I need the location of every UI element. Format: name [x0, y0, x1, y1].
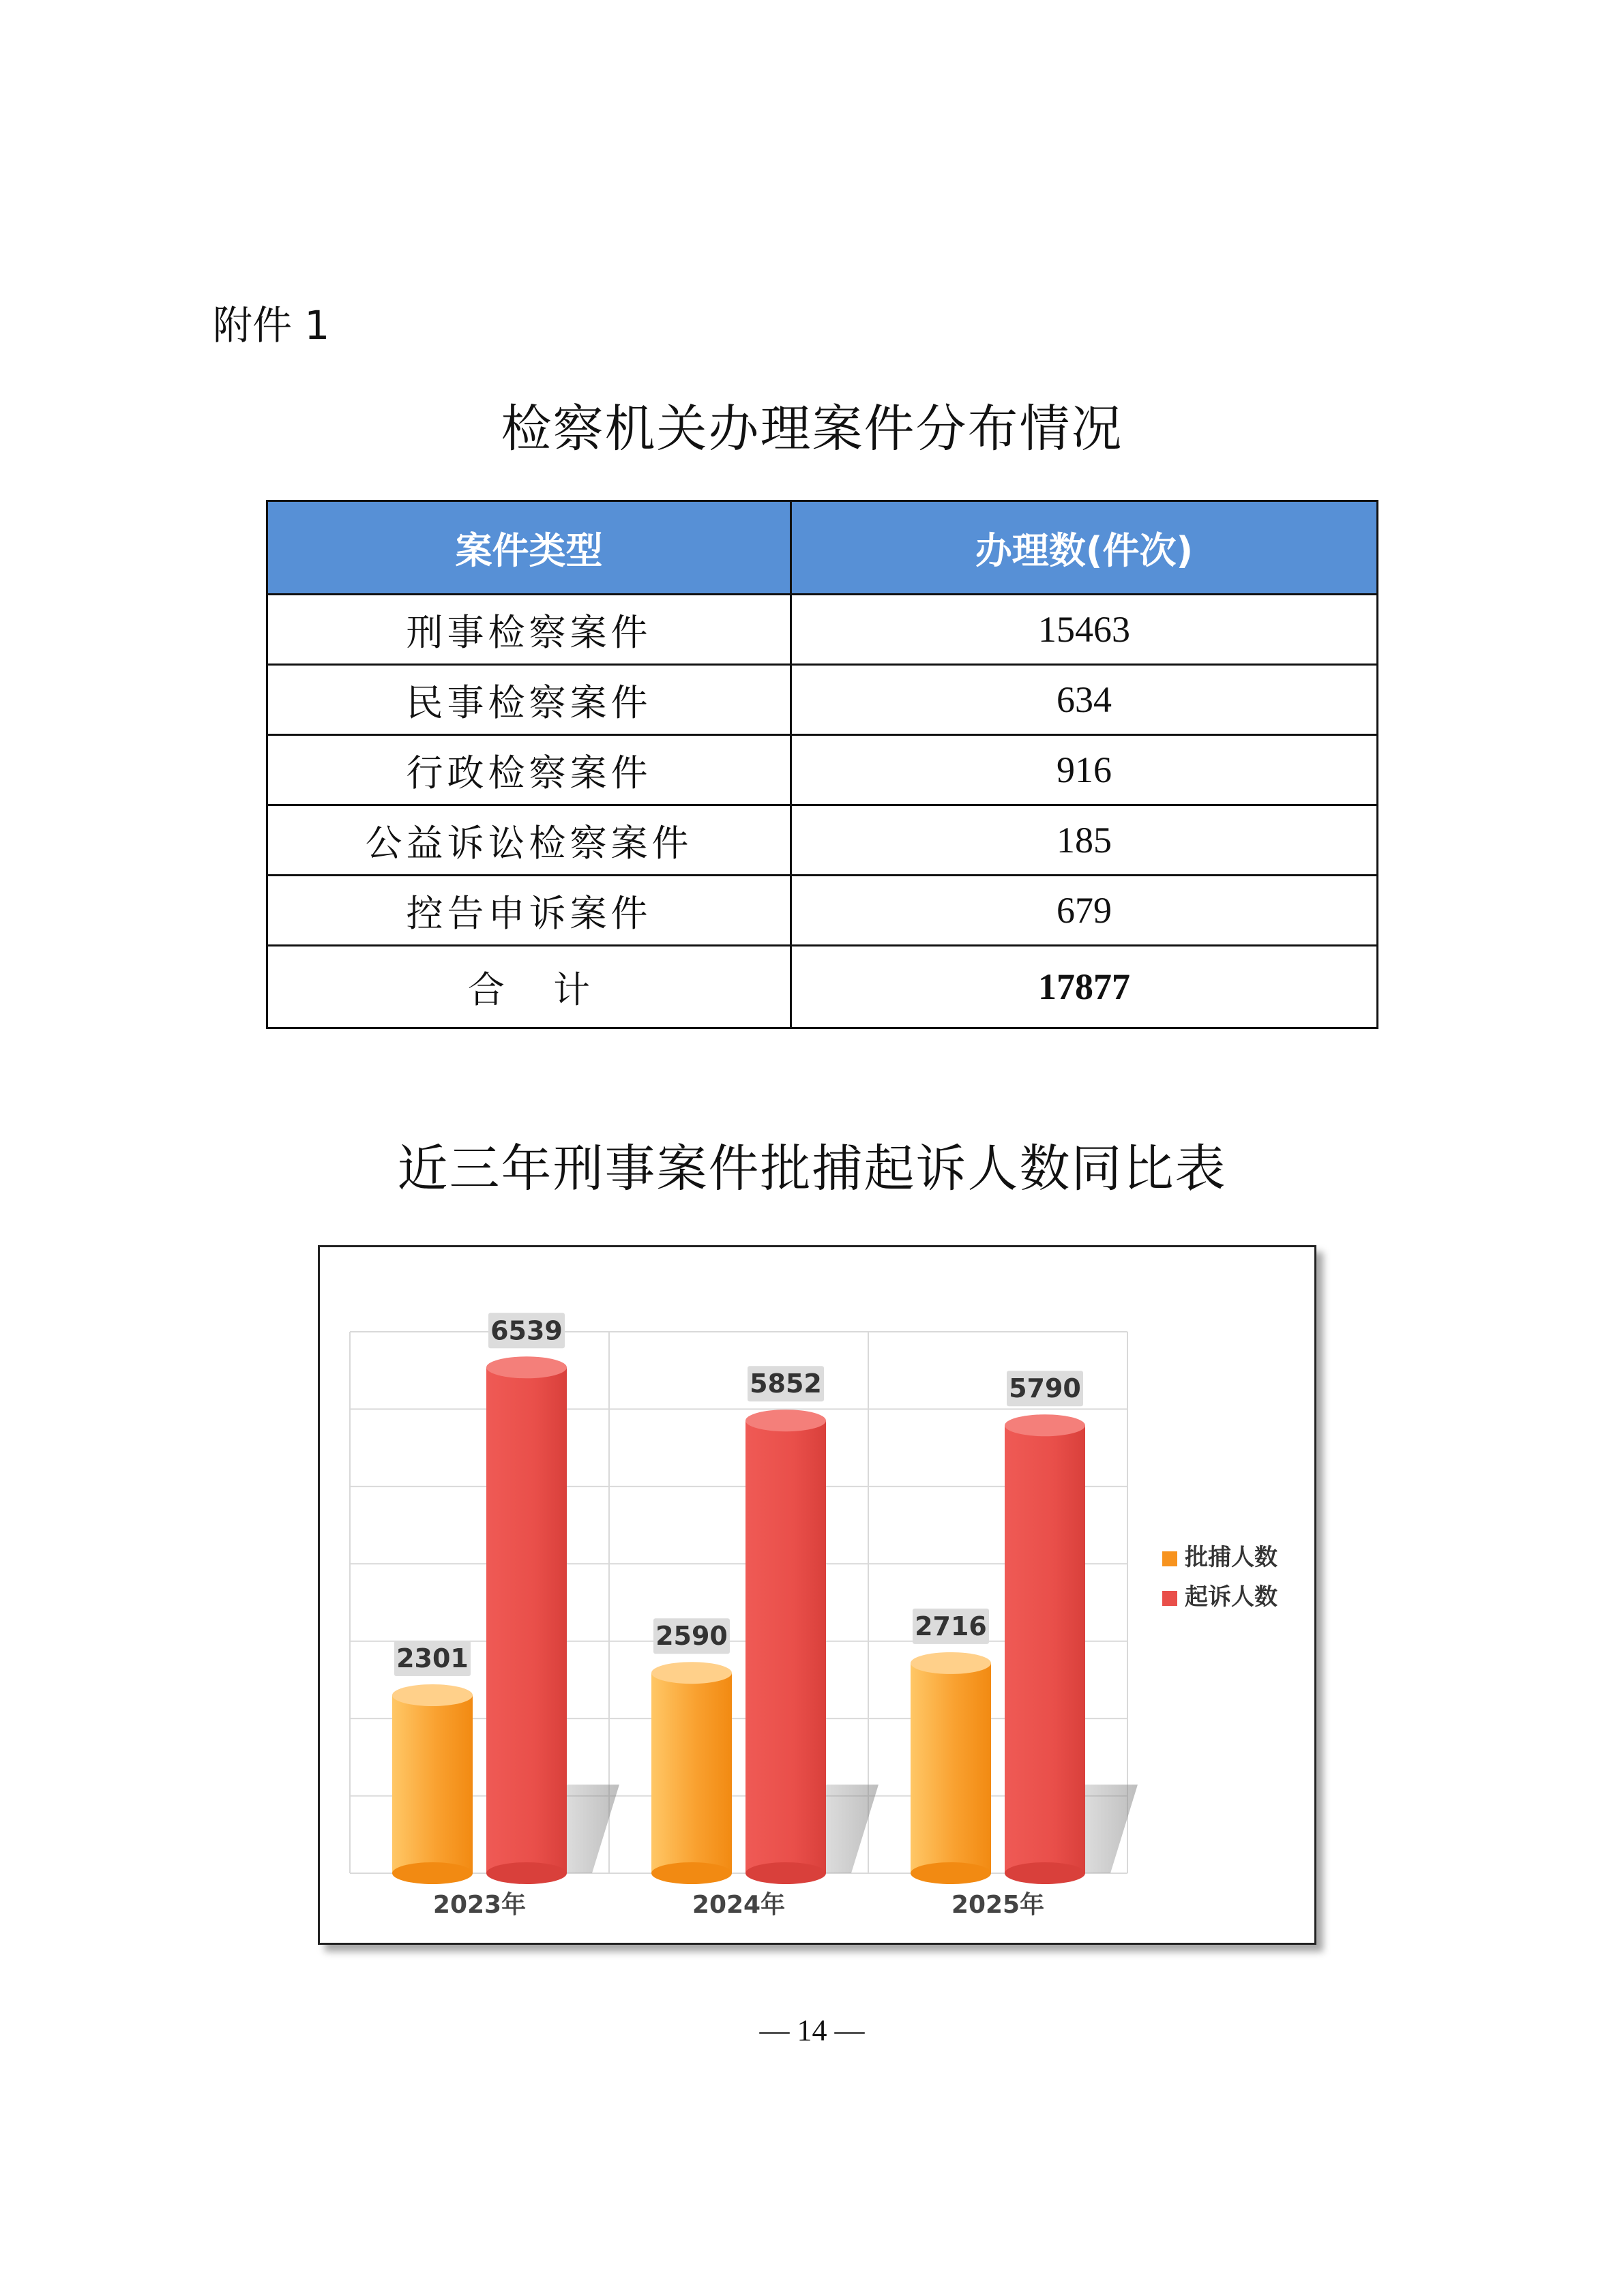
bar-top [745, 1410, 826, 1431]
bar-arrest [911, 1663, 991, 1873]
x-tick-label: 2025年 [951, 1891, 1045, 1919]
header-count: 办理数(件次) [791, 501, 1378, 595]
bar-arrest [392, 1695, 473, 1873]
bar-base [745, 1862, 826, 1884]
page-number: — 14 — [759, 2014, 865, 2047]
case-count-cell: 185 [791, 805, 1378, 876]
bar-base [911, 1862, 991, 1884]
table-row [267, 805, 1378, 876]
legend-label: 起诉人数 [1185, 1583, 1278, 1611]
case-count-cell: 679 [791, 876, 1378, 946]
bar-chart [320, 1247, 1314, 1943]
table-row [267, 735, 1378, 805]
header-case-type: 案件类型 [267, 501, 791, 595]
x-tick-label: 2023年 [432, 1891, 527, 1919]
table-row [267, 876, 1378, 946]
case-count-cell: 634 [791, 665, 1378, 735]
data-label: 5790 [1009, 1373, 1081, 1404]
case-type-cell: 控告申诉案件 [267, 876, 791, 946]
bar-prosecution [745, 1420, 826, 1873]
total-label-cell: 合 计 [267, 946, 791, 1028]
case-type-cell: 刑事检察案件 [267, 595, 791, 665]
legend-label: 批捕人数 [1185, 1544, 1278, 1571]
bar-top [1005, 1414, 1085, 1436]
table-row [267, 595, 1378, 665]
bar-prosecution [1005, 1425, 1085, 1873]
data-label: 2590 [655, 1621, 728, 1652]
legend-swatch [1162, 1551, 1177, 1566]
bar-arrest [651, 1673, 732, 1873]
x-tick-label: 2024年 [692, 1891, 786, 1919]
total-count-cell: 17877 [791, 946, 1378, 1028]
case-type-cell: 民事检察案件 [267, 665, 791, 735]
case-count-cell: 15463 [791, 595, 1378, 665]
table-row [267, 665, 1378, 735]
table-title: 检察机关办理案件分布情况 [501, 400, 1123, 458]
bar-top [651, 1662, 732, 1684]
case-type-cell: 行政检察案件 [267, 735, 791, 805]
bar-base [651, 1862, 732, 1884]
chart-title: 近三年刑事案件批捕起诉人数同比表 [397, 1139, 1227, 1198]
data-label: 5852 [750, 1369, 822, 1399]
case-type-cell: 公益诉讼检察案件 [267, 805, 791, 876]
bar-top [392, 1684, 473, 1706]
bar-base [1005, 1862, 1085, 1884]
bar-prosecution [486, 1367, 567, 1873]
table-total-row [267, 946, 1378, 1028]
bar-base [486, 1862, 567, 1884]
table-header-row [267, 501, 1378, 595]
data-label: 2301 [396, 1643, 469, 1674]
case-distribution-table [266, 500, 1378, 1029]
bar-top [486, 1356, 567, 1378]
attachment-label: 附件 1 [213, 302, 330, 348]
case-count-cell: 916 [791, 735, 1378, 805]
data-label: 6539 [490, 1315, 563, 1346]
data-label: 2716 [915, 1611, 987, 1641]
bar-top [911, 1652, 991, 1674]
bar-base [392, 1862, 473, 1884]
chart-frame [318, 1245, 1316, 1945]
legend-swatch [1162, 1591, 1177, 1606]
